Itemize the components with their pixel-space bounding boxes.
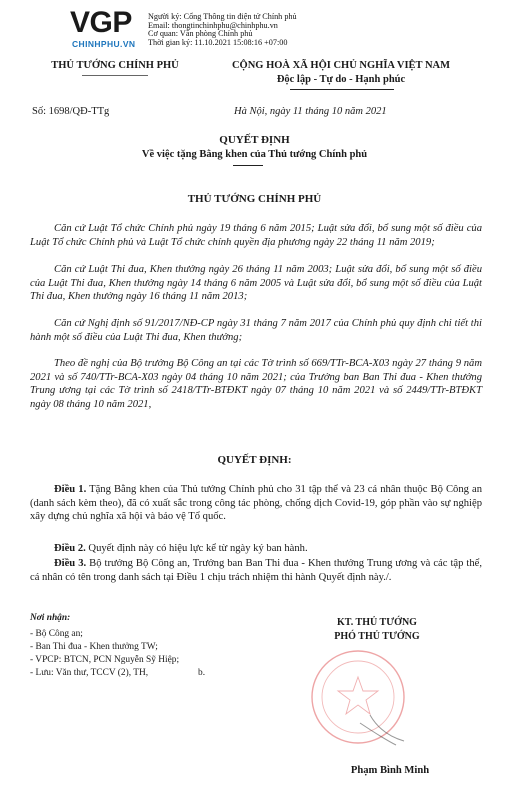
official-seal-icon [300,645,422,757]
signer-name: Phạm Bình Minh [350,765,430,776]
nation-name: CỘNG HOÀ XÃ HỘI CHỦ NGHĨA VIỆT NAM [231,60,451,71]
vgp-logo [70,8,156,52]
article-1 [30,483,482,524]
recipients-heading: Nơi nhận: [30,613,71,623]
agency-line: Cơ quan: Văn phòng Chính phủ [148,29,253,39]
logo-site: CHINHPHU.VN [72,39,136,49]
time-line: Thời gian ký: 11.10.2021 15:08:16 +07:00 [148,37,288,47]
article-text: Tặng Bằng khen của Thủ tướng Chính phủ cho 31 tập thể và 23 cá nhân thuộc Bộ Công an (danh sách kèm theo), đã có xuất sắc trong công tác phòng, chống dịch Covid-19, góp phần vào sự nghiệp xây dựng chủ nghĩa xã hội và bảo vệ Tổ quốc. [30,484,483,523]
agency-underline [82,75,148,76]
recipient-item: - Bộ Công an; [30,629,83,639]
document-subject: Về việc tặng Bằng khen của Thủ tướng Chính phủ [141,149,368,160]
document-date: Hà Nội, ngày 11 tháng 10 năm 2021 [234,106,387,117]
recipient-trailing: b. [198,668,206,678]
national-motto: Độc lập - Tự do - Hạnh phúc [276,74,406,85]
logo-text: VGP [70,6,132,39]
article-3 [30,557,482,584]
article-text: Quyết định này có hiệu lực kể từ ngày ký ban hành. [85,543,308,554]
article-label: Điều 2. [54,543,86,554]
subject-underline [233,165,263,166]
signer-line: Người ký: Cổng Thông tin điện tử Chính phủ [148,12,297,21]
preamble-paragraph: Căn cứ Nghị định số 91/2017/NĐ-CP ngày 31 tháng 7 năm 2017 của Chính phủ quy định chi tiết thi hành một số điều của Luật Thi đua, Khen thưởng; [30,318,482,343]
email-line: Email: thongtinchinhphu@chinhphu.vn [148,20,278,30]
digital-signature-info [148,13,297,47]
article-text: Bộ trưởng Bộ Công an, Trưởng ban Ban Thi đua - Khen thưởng Trung ương và các tập thể, cá nhân có tên trong danh sách tại Điều 1 chịu trách nhiệm thi hành Quyết định này./. [30,558,482,583]
article-2 [30,542,482,556]
motto-underline [290,89,394,90]
decision-heading: QUYẾT ĐỊNH: [217,454,292,466]
recipient-item: - Ban Thi đua - Khen thưởng TW; [30,642,158,652]
signer-title: PHÓ THỦ TƯỚNG [334,631,420,642]
preamble-paragraph: Căn cứ Luật Tổ chức Chính phủ ngày 19 tháng 6 năm 2015; Luật sửa đổi, bổ sung một số điều của Luật Tổ chức Chính phủ và Luật Tổ chức chính quyền địa phương ngày 22 tháng 11 năm 2019; [30,223,482,248]
preamble-paragraph: Căn cứ Luật Thi đua, Khen thưởng ngày 26 tháng 11 năm 2003; Luật sửa đổi, bổ sung một số điều của Luật Thi đua, Khen thưởng ngày 14 tháng 6 năm 2005 và Luật sửa đổi, bổ sung một số điều của Luật Thi đua, Khen thưởng ngày 16 tháng 11 năm 2013; [30,264,482,303]
article-label: Điều 3. [54,558,87,569]
article-label: Điều 1. [54,484,87,495]
preamble-paragraph: Theo đề nghị của Bộ trưởng Bộ Công an tại các Tờ trình số 669/TTr-BCA-X03 ngày 27 tháng 9 năm 2021 và số 740/TTr-BCA-X03 ngày 04 tháng 10 năm 2021; của Trưởng ban Ban Thi đua - Khen thưởng Trung ương tại các Tờ trình số 2418/TTr-BTĐKT ngày 07 tháng 10 năm 2021 và số 2449/TTr-BTĐKT ngày 08 tháng 10 năm 2021, [30,358,482,410]
recipient-item: - Lưu: Văn thư, TCCV (2), TH, [30,668,149,678]
issuing-agency: THỦ TƯỚNG CHÍNH PHỦ [51,60,179,71]
recipient-item: - VPCP: BTCN, PCN Nguyễn Sỹ Hiệp; [30,655,180,665]
signer-capacity: KT. THỦ TƯỚNG [337,617,417,628]
document-number: Số: 1698/QĐ-TTg [32,106,110,117]
authority-heading: THỦ TƯỚNG CHÍNH PHỦ [187,193,322,205]
document-title: QUYẾT ĐỊNH [219,134,290,146]
